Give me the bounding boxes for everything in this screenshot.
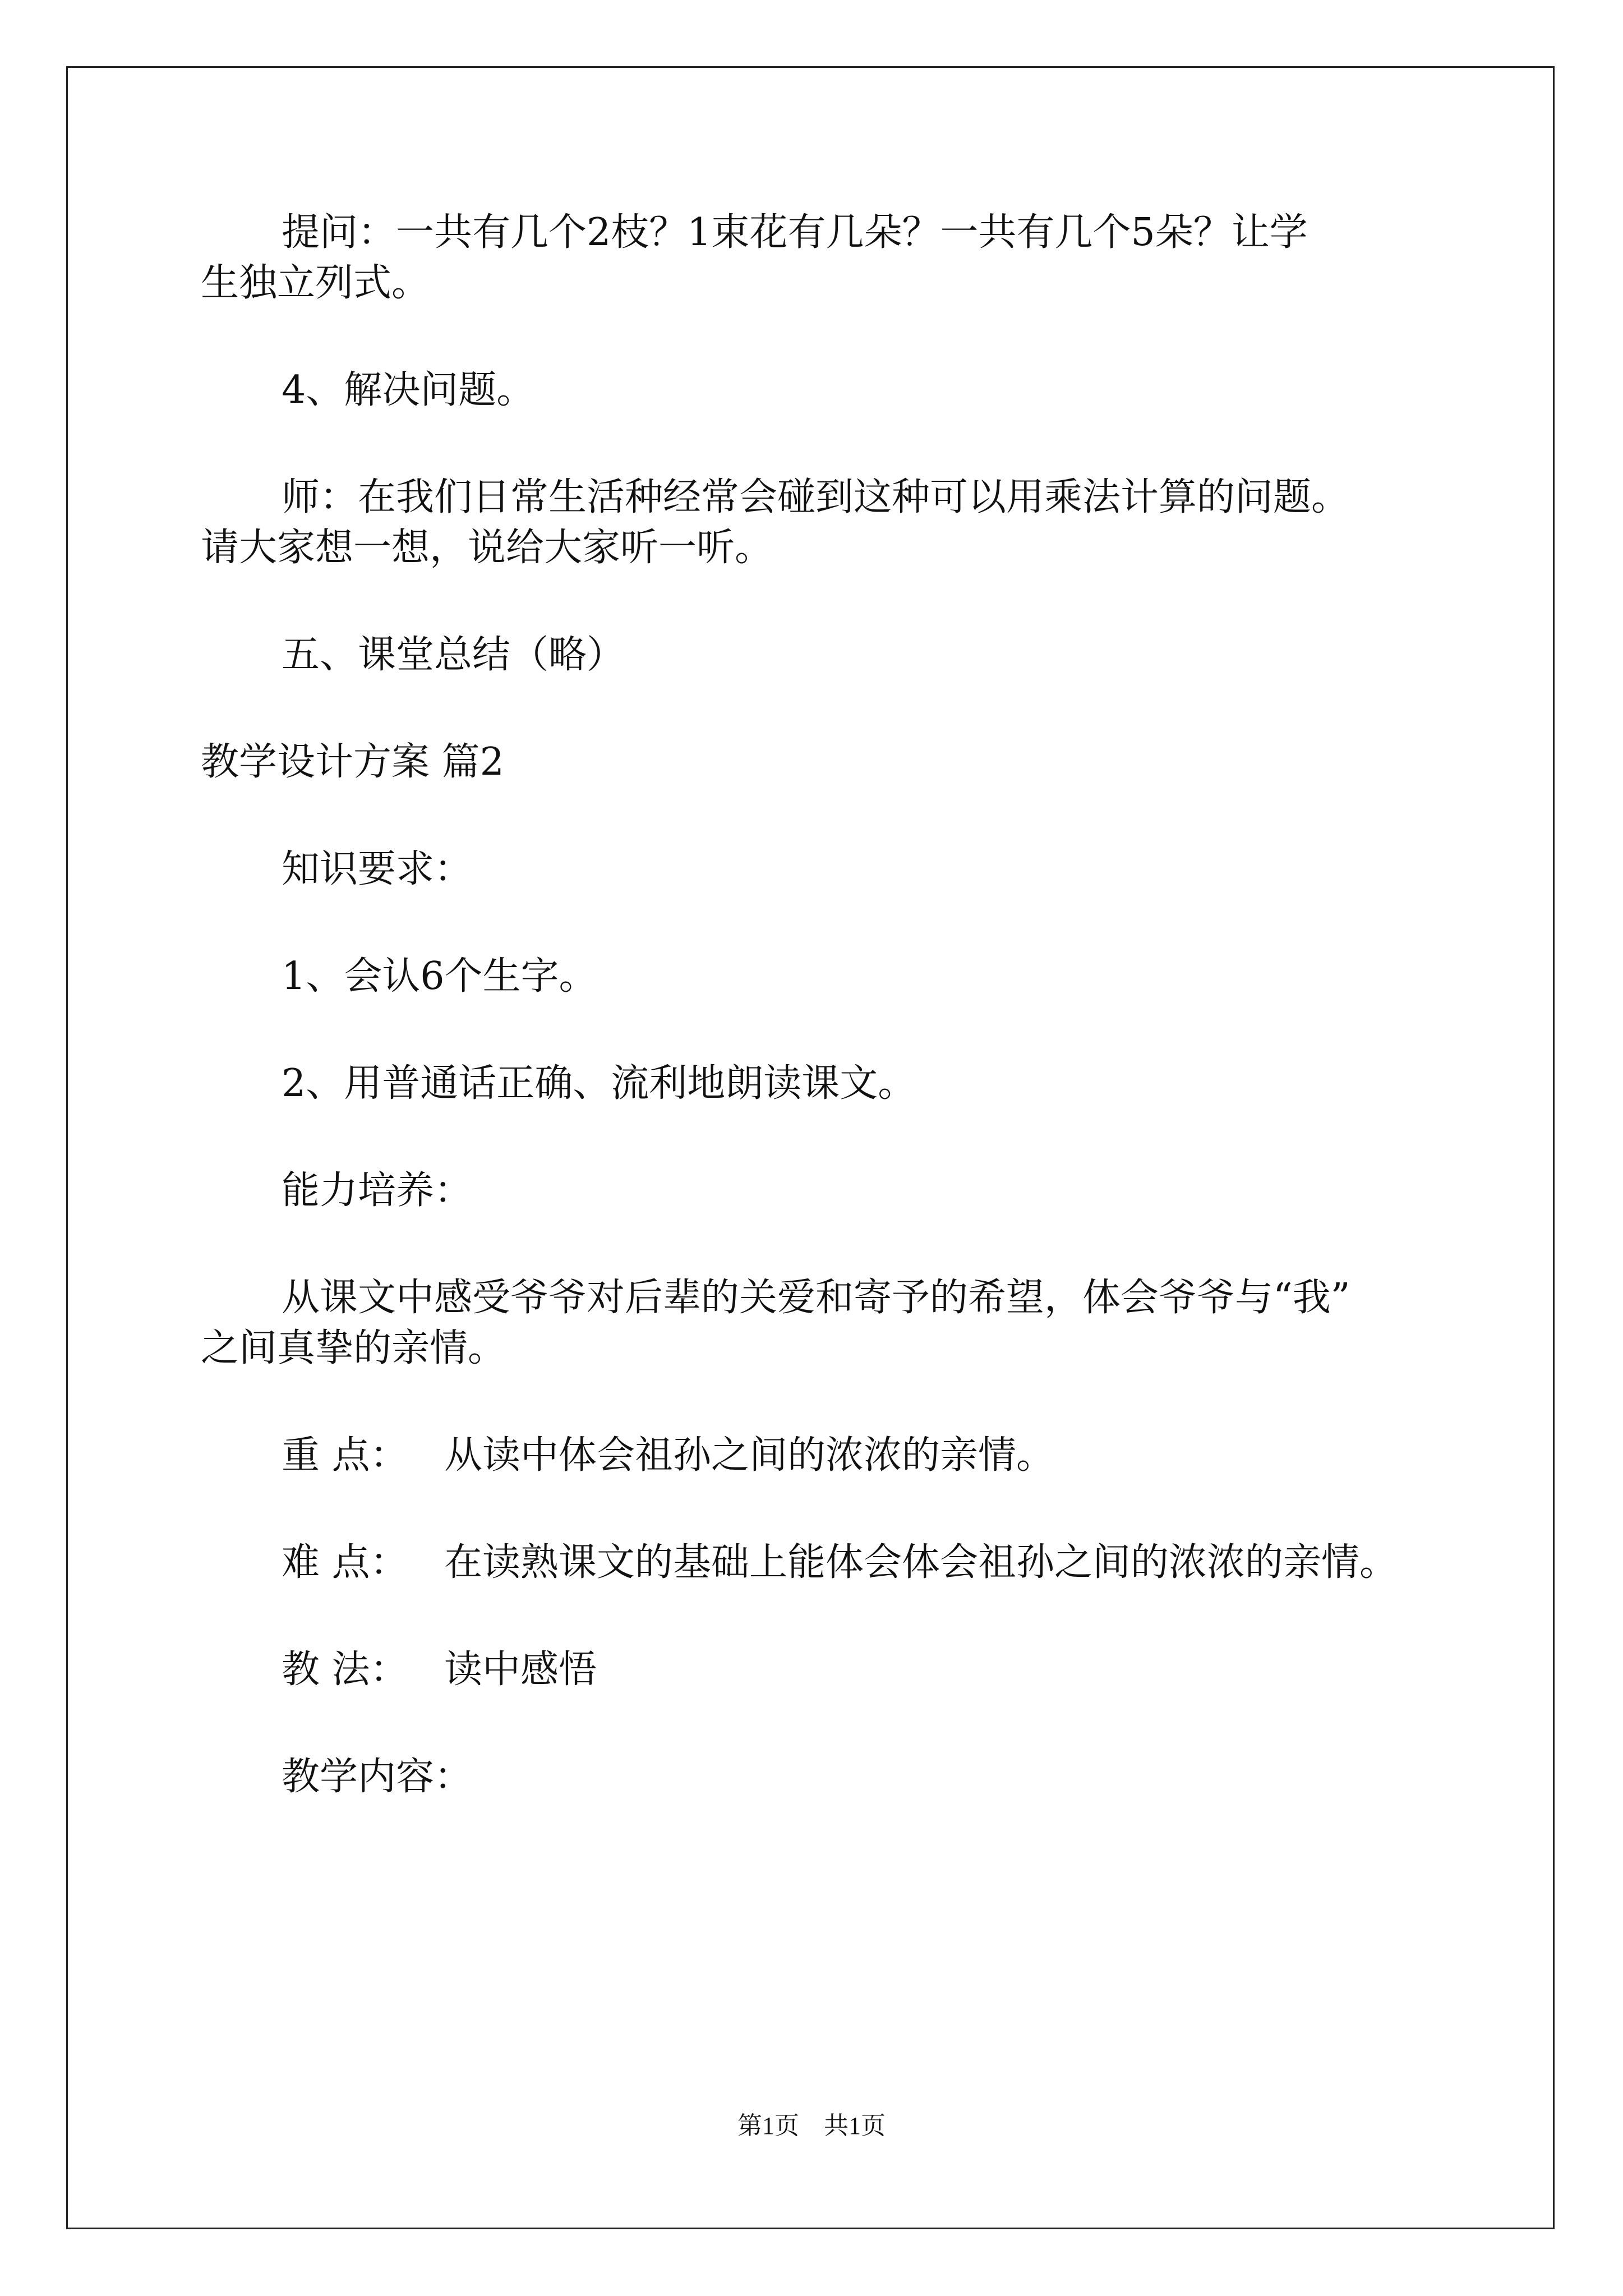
paragraph-item-1: 1、会认6个生字。 bbox=[282, 954, 597, 999]
text-method: 读中感悟 bbox=[444, 1648, 597, 1692]
paragraph-item-2: 2、用普通话正确、流利地朗读课文。 bbox=[282, 1061, 916, 1106]
paragraph-solve-problem: 4、解决问题。 bbox=[282, 368, 535, 412]
paragraph-feeling: 从课文中感受爷爷对后辈的关爱和寄予的希望，体会爷爷与“我” bbox=[282, 1276, 1350, 1320]
labeled-item-difficulty bbox=[201, 1538, 1429, 1588]
paragraph-question: 提问：一共有几个2枝？1束花有几朵？一共有几个5朵？让学 bbox=[282, 210, 1308, 255]
labeled-item-method bbox=[201, 1645, 1429, 1695]
page-footer: 第1页 共1页 bbox=[737, 2112, 886, 2139]
paragraph-question-cont: 生独立列式。 bbox=[201, 261, 430, 305]
text-difficulty: 在读熟课文的基础上能体会体会祖孙之间的浓浓的亲情。 bbox=[444, 1540, 1398, 1585]
paragraph-ability: 能力培养： bbox=[282, 1168, 473, 1213]
labeled-item-key-point bbox=[201, 1430, 1429, 1481]
label-key-point: 重 点： bbox=[282, 1433, 408, 1478]
label-method: 教 法： bbox=[282, 1648, 408, 1692]
paragraph-teacher-cont: 请大家想一想，说给大家听一听。 bbox=[201, 526, 773, 570]
label-difficulty: 难 点： bbox=[282, 1540, 408, 1585]
paragraph-feeling-cont: 之间真挚的亲情。 bbox=[201, 1326, 506, 1370]
paragraph-knowledge: 知识要求： bbox=[282, 847, 473, 891]
paragraph-teacher: 师：在我们日常生活种经常会碰到这种可以用乘法计算的问题。 bbox=[282, 475, 1350, 519]
text-key-point: 从读中体会祖孙之间的浓浓的亲情。 bbox=[444, 1433, 1055, 1478]
paragraph-summary: 五、课堂总结（略） bbox=[282, 633, 625, 677]
paragraph-content: 教学内容： bbox=[282, 1755, 473, 1799]
section-heading: 教学设计方案 篇2 bbox=[201, 740, 504, 784]
document-body bbox=[201, 208, 1429, 1802]
